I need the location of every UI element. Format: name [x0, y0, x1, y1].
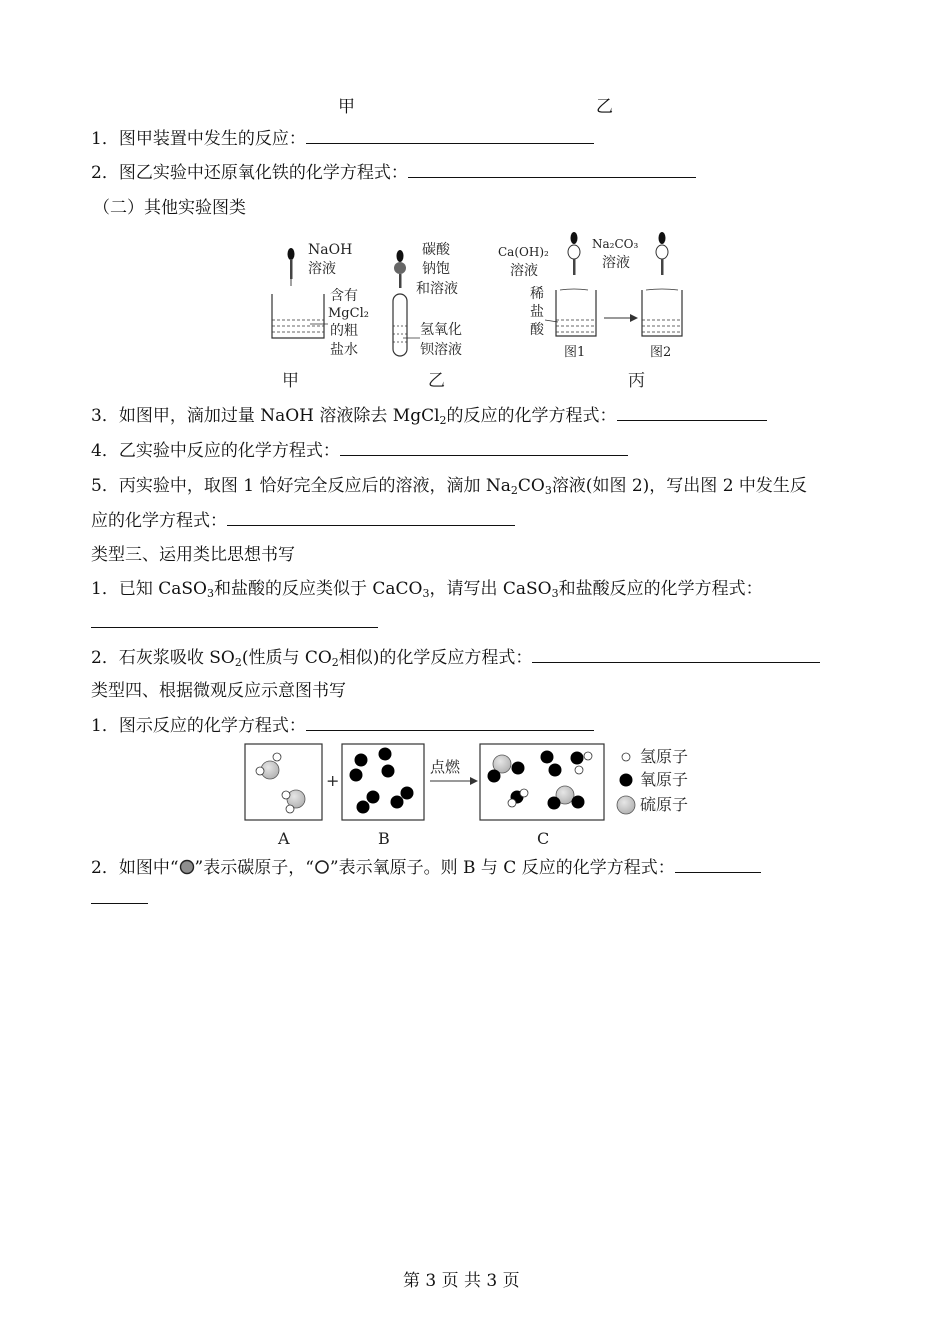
label-hydrochloric: 盐 — [530, 304, 544, 320]
caption-yi: 乙 — [428, 371, 445, 391]
answer-blank[interactable] — [91, 610, 378, 628]
answer-blank[interactable] — [675, 855, 761, 873]
label-dilute: 稀 — [530, 286, 544, 302]
label-hydroxide: 氢氧化 — [420, 322, 462, 338]
carbon-atom-icon — [179, 859, 195, 875]
caption-jia-top: 甲 — [338, 97, 355, 117]
question-micro-2: 2．如图中“ ”表示碳原子，“ ”表示氧原子。则 B 与 C 反应的化学方程式： — [91, 855, 761, 880]
label-solution-2: 溶液 — [602, 255, 630, 271]
label-solution-1: 溶液 — [510, 263, 538, 279]
answer-blank[interactable] — [91, 886, 148, 904]
answer-blank[interactable] — [227, 508, 515, 526]
answer-blank[interactable] — [617, 403, 767, 421]
label-brine: 盐水 — [330, 342, 358, 358]
arrow-label-ignite: 点燃 — [430, 758, 461, 776]
answer-blank[interactable] — [306, 713, 594, 731]
label-sodium-sat: 钠饱 — [422, 261, 450, 277]
section-heading-other-figures: （二）其他实验图类 — [93, 198, 246, 218]
caption-bing: 丙 — [628, 371, 645, 391]
label-mgcl2: MgCl₂ — [328, 306, 369, 321]
legend-oxygen: 氧原子 — [640, 770, 689, 789]
label-acid: 酸 — [530, 322, 544, 338]
question-analogy-1: 1．已知 CaSO$_3$和盐酸的反应类似于 CaCO$_3$，请写出 CaSO$_3$和盐酸反应的化学方程式： — [91, 579, 763, 600]
figure-yi — [393, 242, 462, 391]
question-5: 5．丙实验中，取图 1 恰好完全反应后的溶液，滴加 $Na_2CO_3$溶液(如图 2)，写出图 2 中发生反 — [91, 476, 807, 497]
label-fig2: 图2 — [650, 345, 672, 360]
answer-blank[interactable] — [408, 160, 696, 178]
oxygen-atom-icon — [620, 774, 633, 787]
caption-jia: 甲 — [282, 371, 299, 391]
label-and-solution: 和溶液 — [416, 281, 458, 297]
answer-line-analogy-1 — [91, 610, 378, 635]
label-fig1: 图1 — [564, 345, 586, 360]
oxygen-atom-outline-icon — [314, 859, 330, 875]
answer-blank[interactable] — [340, 438, 628, 456]
micro-reaction-diagram — [240, 740, 720, 850]
page-footer: 第 3 页 共 3 页 — [403, 1271, 520, 1291]
label-solution: 溶液 — [308, 261, 336, 277]
answer-line-micro-2 — [91, 886, 148, 911]
answer-blank[interactable] — [306, 126, 594, 144]
question-1: 1．图甲装置中发生的反应： — [91, 126, 594, 151]
figure-bing — [498, 232, 682, 391]
experiment-figures — [260, 228, 700, 393]
label-crude: 的粗 — [330, 323, 358, 339]
label-contains: 含有 — [330, 288, 358, 304]
question-2: 2．图乙实验中还原氧化铁的化学方程式： — [91, 160, 696, 185]
label-box-c: C — [537, 829, 550, 848]
legend-hydrogen: 氢原子 — [640, 747, 689, 766]
question-micro-1: 1．图示反应的化学方程式： — [91, 713, 594, 738]
label-barium-solution: 钡溶液 — [420, 342, 462, 358]
sulfur-atom-icon — [617, 796, 635, 814]
figure-jia — [272, 242, 369, 391]
question-4: 4．乙实验中反应的化学方程式： — [91, 438, 628, 463]
section-heading-type4: 类型四、根据微观反应示意图书写 — [91, 681, 346, 701]
label-caoh2: Ca(OH)₂ — [498, 245, 549, 259]
question-3: 3．如图甲，滴加过量 NaOH 溶液除去 MgCl$_2$的反应的化学方程式： — [91, 403, 767, 428]
caption-yi-top: 乙 — [596, 97, 613, 117]
question-5-cont: 应的化学方程式： — [91, 508, 515, 533]
section-heading-type3: 类型三、运用类比思想书写 — [91, 545, 295, 565]
label-box-b: B — [378, 829, 390, 848]
label-na2co3: Na₂CO₃ — [592, 237, 639, 251]
legend-sulfur: 硫原子 — [640, 795, 689, 814]
answer-blank[interactable] — [532, 645, 820, 663]
hydrogen-atom-icon — [622, 753, 630, 761]
label-carbonate: 碳酸 — [422, 242, 450, 258]
plus-sign: + — [326, 771, 340, 790]
question-analogy-2: 2．石灰浆吸收 $SO_2$(性质与 $CO_2$相似)的化学反应方程式： — [91, 645, 820, 670]
label-naoh: NaOH — [308, 242, 353, 258]
label-box-a: A — [278, 829, 290, 848]
